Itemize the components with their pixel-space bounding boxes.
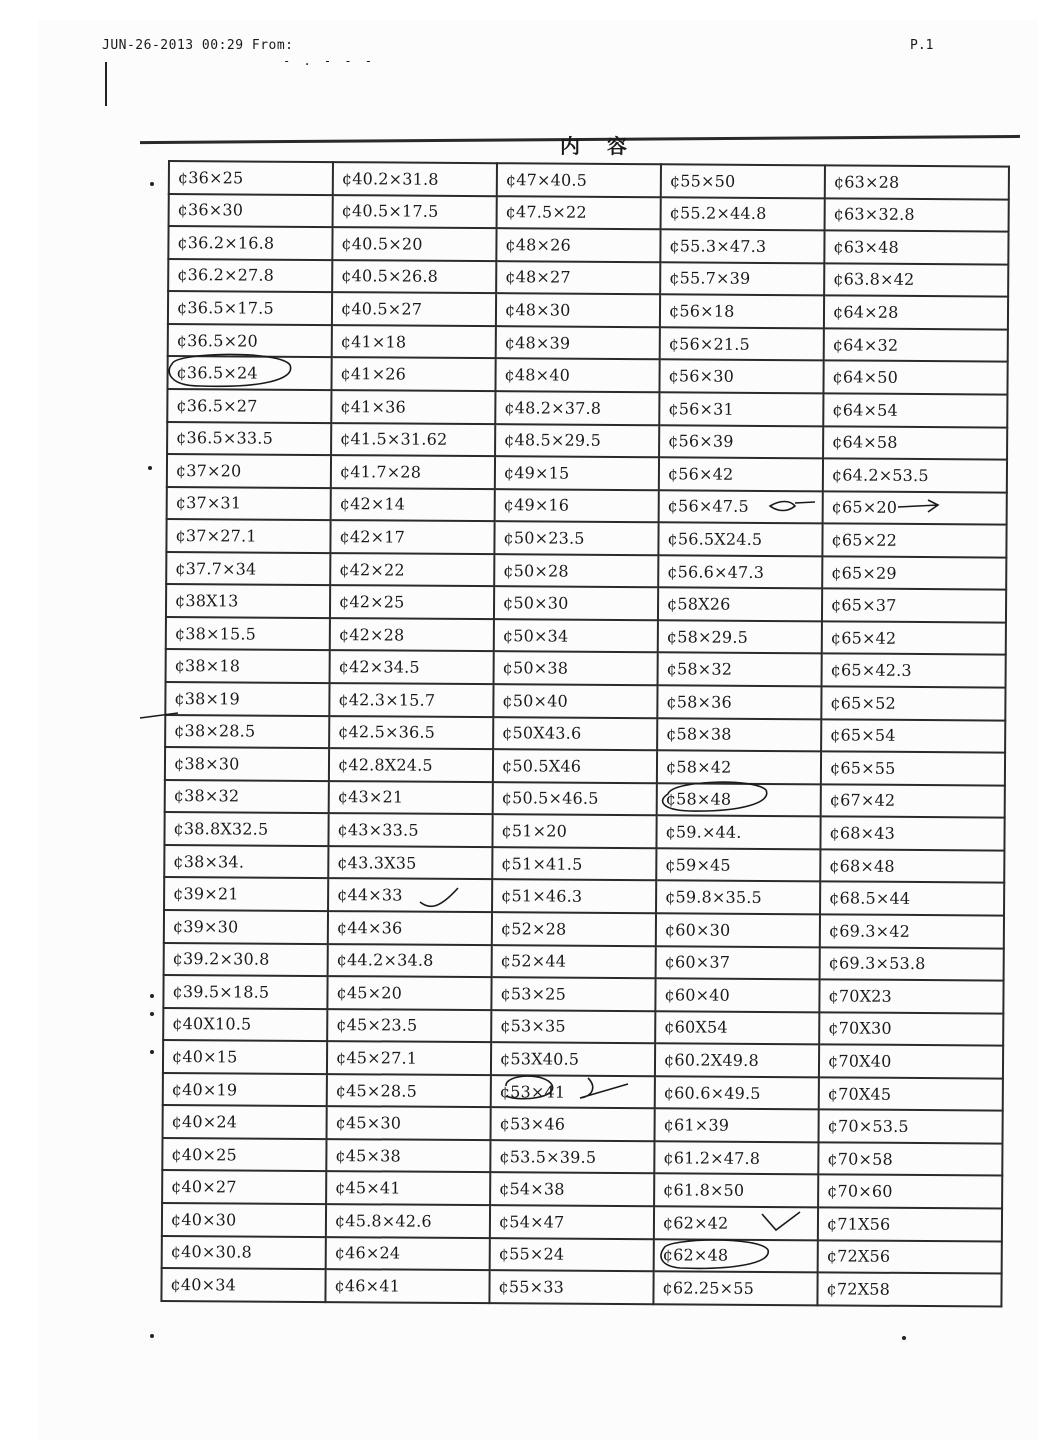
- table-cell: ¢36.2×16.8: [168, 226, 332, 260]
- table-cell: ¢56×18: [660, 295, 824, 329]
- table-cell: ¢56×39: [659, 425, 823, 459]
- table-cell: ¢65×42: [822, 621, 1006, 655]
- table-cell: ¢54×47: [490, 1205, 654, 1239]
- table-cell: ¢52×44: [492, 945, 656, 979]
- table-cell: ¢69.3×53.8: [820, 947, 1004, 981]
- table-cell: ¢70X45: [819, 1077, 1003, 1111]
- table-cell: ¢72X58: [817, 1272, 1001, 1306]
- table-cell: ¢48×40: [495, 359, 659, 393]
- table-cell: ¢65×22: [822, 524, 1006, 558]
- table-cell: ¢55×50: [661, 164, 825, 198]
- table-cell: ¢38.8X32.5: [164, 812, 328, 846]
- table-cell: ¢41.7×28: [331, 455, 495, 489]
- table-cell: ¢41×26: [331, 357, 495, 391]
- table-cell: ¢58×36: [657, 685, 821, 719]
- table-cell: ¢70×60: [818, 1175, 1002, 1209]
- table-cell: ¢51×41.5: [492, 847, 656, 881]
- table-cell: ¢56.6×47.3: [658, 555, 822, 589]
- table-cell: ¢51×46.3: [492, 880, 656, 914]
- table-cell: ¢59.8×35.5: [656, 881, 820, 915]
- table-cell: ¢56×30: [659, 360, 823, 394]
- table-cell: ¢40.5×27: [332, 292, 496, 326]
- table-title: 内 容: [560, 134, 637, 158]
- table-cell: ¢41.5×31.62: [331, 423, 495, 457]
- table-cell: ¢49×15: [495, 456, 659, 490]
- table-cell: ¢39.5×18.5: [163, 975, 327, 1009]
- size-spec-table: [160, 160, 1010, 1308]
- table-cell: ¢40×19: [163, 1073, 327, 1107]
- table-cell: ¢38×28.5: [165, 715, 329, 749]
- table-cell: ¢65×55: [821, 751, 1005, 785]
- table-cell: ¢53×41: [491, 1075, 655, 1109]
- table-cell: ¢61.8×50: [654, 1174, 818, 1208]
- table-cell: ¢40.2×31.8: [333, 162, 497, 196]
- table-cell: ¢55.2×44.8: [661, 197, 825, 231]
- table-cell: ¢62.25×55: [653, 1271, 817, 1305]
- table-cell: ¢37×27.1: [166, 519, 330, 553]
- table-cell: ¢48×27: [496, 261, 660, 295]
- table-cell: ¢70X40: [819, 1045, 1003, 1079]
- table-cell: ¢38×18: [166, 649, 330, 683]
- table-cell: ¢41×36: [331, 390, 495, 424]
- table-cell: ¢38×30: [165, 747, 329, 781]
- table-cell: ¢70×58: [818, 1142, 1002, 1176]
- table-cell: ¢67×42: [821, 784, 1005, 818]
- table-cell: ¢36.5×20: [168, 324, 332, 358]
- table-cell: ¢70X30: [819, 1012, 1003, 1046]
- table-cell: ¢62×42: [654, 1206, 818, 1240]
- scan-dot: [148, 466, 152, 470]
- table-cell: ¢68×48: [820, 849, 1004, 883]
- table-cell: ¢45×20: [327, 976, 491, 1010]
- table-cell: ¢39×21: [164, 877, 328, 911]
- table-cell: ¢50×38: [494, 652, 658, 686]
- table-cell: ¢54×38: [490, 1173, 654, 1207]
- table-cell: ¢51×20: [492, 814, 656, 848]
- table-cell: ¢71X56: [818, 1207, 1002, 1241]
- table-cell: ¢50×23.5: [494, 521, 658, 555]
- table-cell: ¢58X26: [658, 588, 822, 622]
- table-cell: ¢56×21.5: [660, 327, 824, 361]
- scan-dot: [150, 182, 154, 186]
- table-cell: ¢64.2×53.5: [823, 458, 1007, 492]
- table-cell: ¢48×30: [496, 293, 660, 327]
- table-cell: ¢36×25: [169, 161, 333, 195]
- table-cell: ¢48×26: [496, 228, 660, 262]
- table-cell: ¢48×39: [496, 326, 660, 360]
- table-cell: ¢42×28: [330, 618, 494, 652]
- table-cell: ¢47×40.5: [497, 163, 661, 197]
- table-cell: ¢61×39: [655, 1109, 819, 1143]
- scan-dot: [150, 994, 154, 998]
- table-row: [161, 1268, 1001, 1306]
- table-cell: ¢40.5×17.5: [333, 195, 497, 229]
- table-cell: ¢70×53.5: [819, 1110, 1003, 1144]
- table-cell: ¢38×32: [165, 780, 329, 814]
- table-cell: ¢40.5×20: [332, 227, 496, 261]
- table-cell: ¢55.7×39: [660, 262, 824, 296]
- table-cell: ¢50.5×46.5: [493, 782, 657, 816]
- table-cell: ¢56.5X24.5: [658, 522, 822, 556]
- table-cell: ¢62×48: [654, 1239, 818, 1273]
- table-cell: ¢55.3×47.3: [660, 229, 824, 263]
- table-cell: ¢40×30.8: [162, 1236, 326, 1270]
- table-cell: ¢39×30: [164, 910, 328, 944]
- table-cell: ¢65×52: [821, 686, 1005, 720]
- table-cell: ¢65×37: [822, 589, 1006, 623]
- table-cell: ¢36×30: [169, 194, 333, 228]
- table-cell: ¢50.5X46: [493, 749, 657, 783]
- table-cell: ¢37.7×34: [166, 552, 330, 586]
- table-cell: ¢37×31: [167, 487, 331, 521]
- table-row: [165, 780, 1005, 818]
- table-cell: ¢64×58: [823, 426, 1007, 460]
- table-cell: ¢64×28: [824, 296, 1008, 330]
- table-cell: ¢64×32: [824, 328, 1008, 362]
- table-cell: ¢50×34: [494, 619, 658, 653]
- table-cell: ¢45×38: [326, 1139, 490, 1173]
- table-cell: ¢52×28: [492, 912, 656, 946]
- table-cell: ¢46×24: [326, 1237, 490, 1271]
- table-cell: ¢40.5×26.8: [332, 260, 496, 294]
- table-cell: ¢40×27: [162, 1170, 326, 1204]
- table-cell: ¢56×31: [659, 392, 823, 426]
- page-number: P.1: [910, 38, 934, 53]
- table-cell: ¢38×19: [165, 682, 329, 716]
- table-cell: ¢40×30: [162, 1203, 326, 1237]
- scan-dot: [150, 1334, 154, 1338]
- table-cell: ¢63×32.8: [825, 198, 1009, 232]
- table-cell: ¢68.5×44: [820, 882, 1004, 916]
- table-cell: ¢48.5×29.5: [495, 424, 659, 458]
- fax-header: JUN-26-2013 00:29 From:: [102, 38, 294, 53]
- scan-dot: [150, 1050, 154, 1054]
- table-cell: ¢60.2X49.8: [655, 1043, 819, 1077]
- table-cell: ¢49×16: [495, 489, 659, 523]
- scan-dot: [902, 1336, 906, 1340]
- table-cell: ¢42×34.5: [330, 651, 494, 685]
- table-cell: ¢58×38: [657, 718, 821, 752]
- table-cell: ¢42×17: [330, 520, 494, 554]
- table-cell: ¢44×33: [328, 878, 492, 912]
- table-cell: ¢45.8×42.6: [326, 1204, 490, 1238]
- table-cell: ¢45×28.5: [327, 1074, 491, 1108]
- table-cell: ¢45×41: [326, 1172, 490, 1206]
- table-cell: ¢63.8×42: [824, 263, 1008, 297]
- table-cell: ¢44.2×34.8: [328, 944, 492, 978]
- table-cell: ¢68×43: [820, 817, 1004, 851]
- table-cell: ¢60×30: [656, 913, 820, 947]
- table-cell: ¢36.2×27.8: [168, 259, 332, 293]
- table-cell: ¢63×28: [825, 165, 1009, 199]
- table-cell: ¢58×29.5: [658, 620, 822, 654]
- table-cell: ¢65×29: [822, 556, 1006, 590]
- table-cell: ¢53×46: [491, 1107, 655, 1141]
- table-cell: ¢38×34.: [164, 845, 328, 879]
- table-cell: ¢65×42.3: [822, 654, 1006, 688]
- table-cell: ¢58×32: [658, 653, 822, 687]
- table-cell: ¢69.3×42: [820, 914, 1004, 948]
- table-cell: ¢42×14: [331, 488, 495, 522]
- table-cell: ¢40X10.5: [163, 1008, 327, 1042]
- table-cell: ¢45×23.5: [327, 1009, 491, 1043]
- table-cell: ¢43×21: [329, 781, 493, 815]
- table-cell: ¢56×47.5: [659, 490, 823, 524]
- scan-dot: [150, 1012, 154, 1016]
- table-cell: ¢50×28: [494, 554, 658, 588]
- table-cell: ¢40×15: [163, 1040, 327, 1074]
- table-cell: ¢47.5×22: [497, 196, 661, 230]
- margin-tick-mark: [105, 62, 107, 106]
- table-cell: ¢65×54: [821, 719, 1005, 753]
- table-cell: ¢70X23: [819, 979, 1003, 1013]
- fax-header-marks: - . - - -: [283, 54, 376, 68]
- table-cell: ¢55×33: [489, 1270, 653, 1304]
- table-cell: ¢42×25: [330, 585, 494, 619]
- table-cell: ¢50×30: [494, 586, 658, 620]
- table-cell: ¢36.5×24: [167, 356, 331, 390]
- table-cell: ¢40×25: [162, 1138, 326, 1172]
- table-cell: ¢55×24: [490, 1238, 654, 1272]
- table-cell: ¢72X56: [818, 1240, 1002, 1274]
- table-cell: ¢45×30: [327, 1106, 491, 1140]
- table-cell: ¢53×25: [491, 977, 655, 1011]
- table-cell: ¢58×48: [657, 783, 821, 817]
- table-cell: ¢46×41: [325, 1269, 489, 1303]
- table-cell: ¢60×37: [656, 946, 820, 980]
- table-cell: ¢40×34: [161, 1268, 325, 1302]
- table-cell: ¢64×54: [823, 393, 1007, 427]
- table-cell: ¢53×35: [491, 1010, 655, 1044]
- table-cell: ¢42.5×36.5: [329, 716, 493, 750]
- table-cell: ¢36.5×33.5: [167, 422, 331, 456]
- table-cell: ¢45×27.1: [327, 1041, 491, 1075]
- table-cell: ¢36.5×27: [167, 389, 331, 423]
- table-cell: ¢50×40: [493, 684, 657, 718]
- table-cell: ¢38×15.5: [166, 617, 330, 651]
- table-cell: ¢41×18: [332, 325, 496, 359]
- table-cell: ¢58×42: [657, 750, 821, 784]
- table-cell: ¢60.6×49.5: [655, 1076, 819, 1110]
- table-cell: ¢53X40.5: [491, 1042, 655, 1076]
- table-cell: ¢43.3X35: [328, 846, 492, 880]
- table-cell: ¢65×20: [823, 491, 1007, 525]
- table-cell: ¢38X13: [166, 584, 330, 618]
- table-cell: ¢44×36: [328, 911, 492, 945]
- table-cell: ¢42×22: [330, 553, 494, 587]
- table-cell: ¢61.2×47.8: [654, 1141, 818, 1175]
- table-cell: ¢50X43.6: [493, 717, 657, 751]
- table-cell: ¢40×24: [163, 1105, 327, 1139]
- table-cell: ¢42.8X24.5: [329, 748, 493, 782]
- table-cell: ¢64×50: [823, 361, 1007, 395]
- table-cell: ¢36.5×17.5: [168, 291, 332, 325]
- table-cell: ¢60×40: [655, 978, 819, 1012]
- table-cell: ¢56×42: [659, 457, 823, 491]
- table-cell: ¢53.5×39.5: [490, 1140, 654, 1174]
- table-cell: ¢42.3×15.7: [329, 683, 493, 717]
- table-cell: ¢59.×44.: [656, 816, 820, 850]
- table-cell: ¢37×20: [167, 454, 331, 488]
- table-cell: ¢43×33.5: [328, 813, 492, 847]
- table-cell: ¢63×48: [824, 230, 1008, 264]
- table-cell: ¢60X54: [655, 1011, 819, 1045]
- table-cell: ¢59×45: [656, 848, 820, 882]
- table-cell: ¢48.2×37.8: [495, 391, 659, 425]
- table-cell: ¢39.2×30.8: [164, 942, 328, 976]
